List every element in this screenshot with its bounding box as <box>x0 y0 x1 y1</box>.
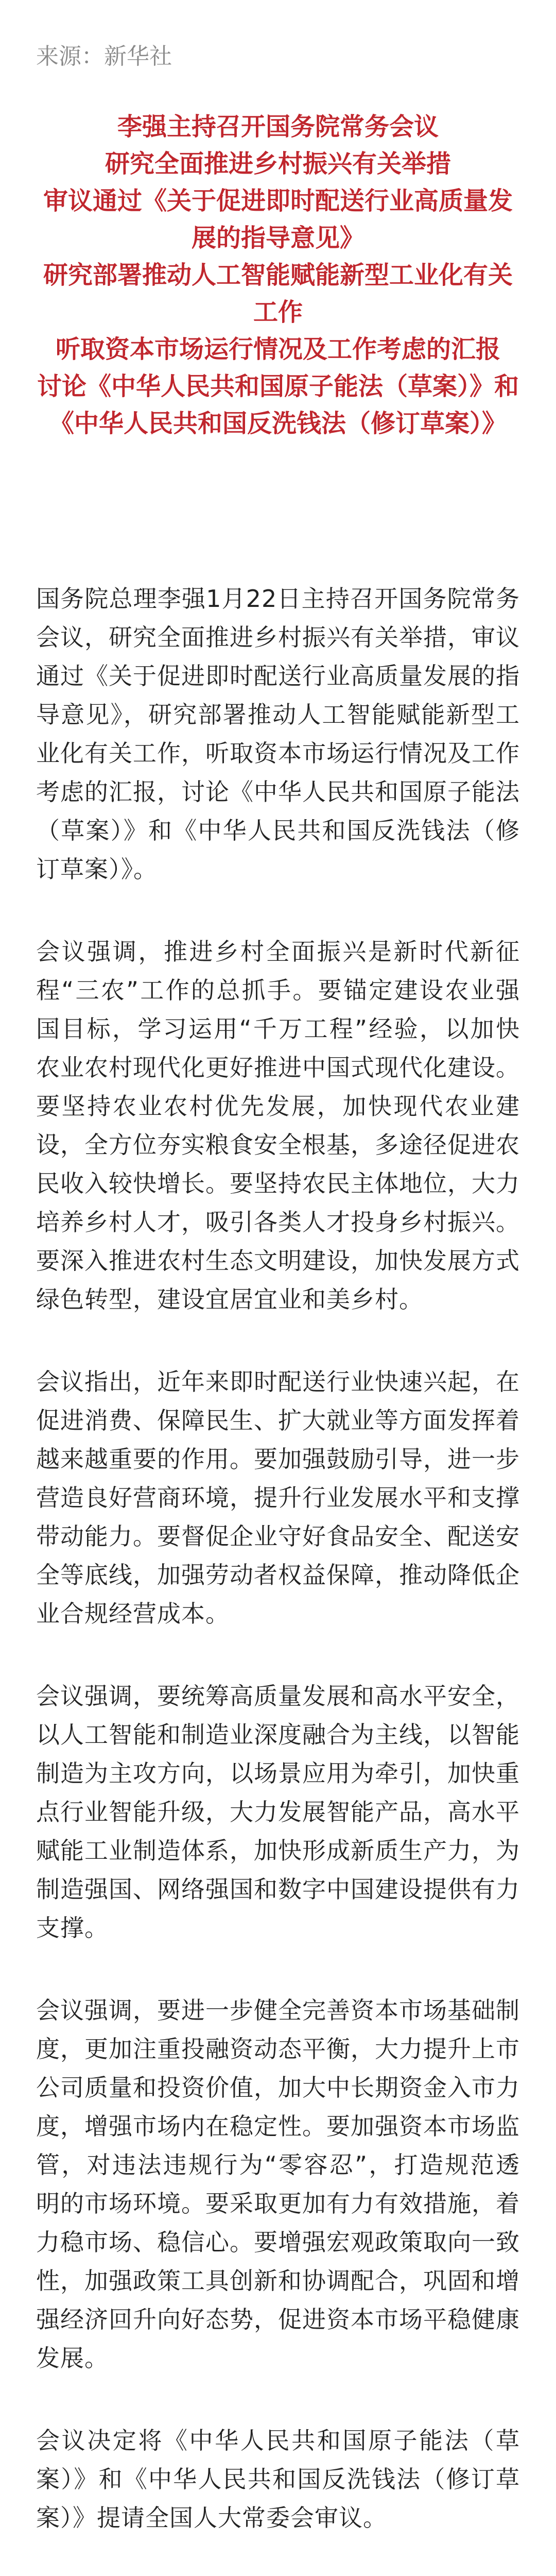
article-paragraph: 国务院总理李强1月22日主持召开国务院常务会议，研究全面推进乡村振兴有关举措，审议通过《关于促进即时配送行业高质量发展的指导意见》，研究部署推动人工智能赋能新型工业化有关工作，听取资本市场运行情况及工作考虑的汇报，讨论《中华人民共和国原子能法（草案）》和《中华人民共和国反洗钱法（修订草案）》。 <box>36 585 520 883</box>
article-body <box>36 580 520 2576</box>
article-paragraph: 会议指出，近年来即时配送行业快速兴起，在促进消费、保障民生、扩大就业等方面发挥着越来越重要的作用。要加强鼓励引导，进一步营造良好营商环境，提升行业发展水平和支撑带动能力。要督促企业守好食品安全、配送安全等底线，加强劳动者权益保障，推动降低企业合规经营成本。 <box>36 1368 520 1628</box>
headline-line: 研究部署推动人工智能赋能新型工业化有关工作 <box>43 261 513 327</box>
article-source: 来源：新华社 <box>36 43 172 70</box>
article-paragraph: 会议决定将《中华人民共和国原子能法（草案）》和《中华人民共和国反洗钱法（修订草案）》提请全国人大常委会审议。 <box>36 2427 520 2532</box>
headline-line: 听取资本市场运行情况及工作考虑的汇报 <box>55 335 500 364</box>
headline-line: 研究全面推进乡村振兴有关举措 <box>105 149 451 178</box>
article-headline <box>36 108 520 442</box>
headline-line: 李强主持召开国务院常务会议 <box>117 112 439 141</box>
article-paragraph: 会议强调，要进一步健全完善资本市场基础制度，更加注重投融资动态平衡，大力提升上市公司质量和投资价值，加大中长期资金入市力度，增强市场内在稳定性。要加强资本市场监管，对违法违规行为“零容忍”，打造规范透明的市场环境。要采取更加有力有效措施，着力稳市场、稳信心。要增强宏观政策取向一致性，加强政策工具创新和协调配合，巩固和增强经济回升向好态势，促进资本市场平稳健康发展。 <box>36 1996 520 2372</box>
article-paragraph: 会议强调，推进乡村全面振兴是新时代新征程“三农”工作的总抓手。要锚定建设农业强国目标，学习运用“千万工程”经验，以加快农业农村现代化更好推进中国式现代化建设。要坚持农业农村优先发展，加快现代农业建设，全方位夯实粮食安全根基，多途径促进农民收入较快增长。要坚持农民主体地位，大力培养乡村人才，吸引各类人才投身乡村振兴。要深入推进农村生态文明建设，加快发展方式绿色转型，建设宜居宜业和美乡村。 <box>36 938 520 1313</box>
article-paragraph: 会议强调，要统筹高质量发展和高水平安全，以人工智能和制造业深度融合为主线，以智能制造为主攻方向，以场景应用为牵引，加快重点行业智能升级，大力发展智能产品，高水平赋能工业制造体系，加快形成新质生产力，为制造强国、网络强国和数字中国建设提供有力支撑。 <box>36 1682 520 1942</box>
headline-line: 讨论《中华人民共和国原子能法（草案）》和《中华人民共和国反洗钱法（修订草案）》 <box>37 372 519 438</box>
headline-line: 审议通过《关于促进即时配送行业高质量发展的指导意见》 <box>43 187 513 252</box>
